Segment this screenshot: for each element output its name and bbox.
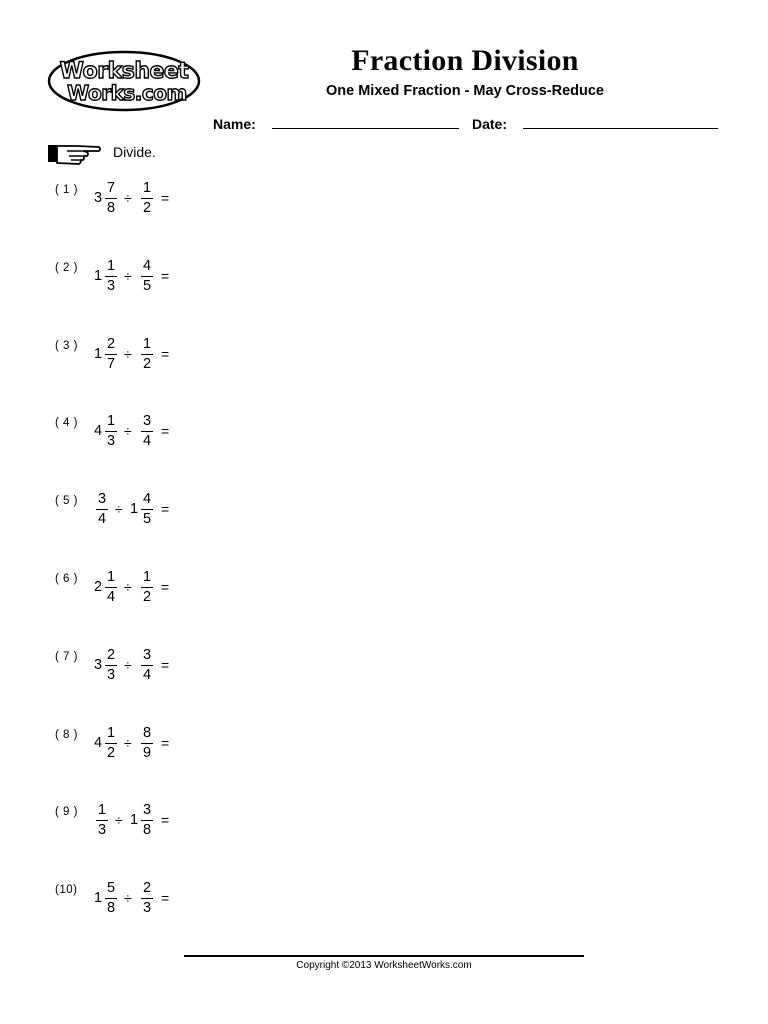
fraction [139,645,155,689]
denominator: 2 [142,589,152,605]
fraction [139,334,155,378]
equals-sign: = [161,890,170,907]
fraction [94,489,110,533]
fraction-bar [96,820,108,821]
numerator: 3 [142,802,152,819]
divide-sign: ÷ [124,190,132,206]
denominator: 4 [142,666,152,683]
fraction-bar [141,509,153,510]
whole-number: 4 [94,423,103,440]
problem-5 [0,489,400,539]
denominator: 3 [106,277,116,294]
equals-sign: = [161,267,170,284]
denominator: 2 [106,744,116,761]
divide-sign: ÷ [115,812,123,829]
equals-sign: = [161,734,170,751]
whole-number: 1 [130,812,139,829]
divide-sign: ÷ [124,579,132,595]
numerator: 7 [106,180,116,196]
whole-number: 1 [94,345,103,362]
fraction [94,800,110,844]
problem-4 [0,411,400,461]
fraction-bar [105,276,117,277]
denominator: 2 [142,200,152,216]
name-label: Name: [213,116,256,132]
worksheetworks-logo [47,50,202,114]
fraction-bar [141,354,153,355]
fraction-bar [141,587,153,588]
svg-text:Works.com: Works.com [67,81,187,105]
problem-number: ( 1 ) [55,184,78,196]
fraction-bar [105,354,117,355]
fraction-bar [141,431,153,432]
numerator: 8 [142,724,152,741]
whole-number: 3 [94,190,103,206]
pointing-hand-icon [47,140,102,166]
fraction-bar [105,898,117,899]
fraction [139,800,155,844]
problem-3 [0,334,400,384]
fraction [139,567,155,611]
numerator: 1 [106,413,116,430]
denominator: 5 [142,277,152,294]
denominator: 8 [106,200,116,216]
denominator: 7 [106,355,116,372]
problem-number: ( 2 ) [55,261,78,274]
whole-number: 4 [94,734,103,751]
fraction [103,256,119,300]
problem-9 [0,800,400,850]
problem-8 [0,723,400,773]
fraction [139,878,155,922]
numerator: 1 [142,180,152,196]
fraction [103,645,119,689]
denominator: 2 [142,355,152,372]
numerator: 4 [142,491,152,508]
fraction-bar [141,198,153,199]
equals-sign: = [161,423,170,440]
fraction [103,567,119,611]
denominator: 3 [97,822,107,839]
fraction-bar [141,665,153,666]
numerator: 2 [106,335,116,352]
denominator: 3 [106,666,116,683]
fraction-bar [105,743,117,744]
copyright-text: Copyright ©2013 WorksheetWorks.com [296,960,472,971]
worksheet-subtitle: One Mixed Fraction - May Cross-Reduce [326,83,604,99]
denominator: 3 [106,433,116,450]
denominator: 4 [142,433,152,450]
denominator: 4 [97,511,107,528]
fraction [103,411,119,455]
whole-number: 1 [130,501,139,518]
fraction [103,878,119,922]
divide-sign: ÷ [124,656,132,673]
numerator: 1 [106,724,116,741]
instructions-text: Divide. [113,144,156,160]
fraction [139,256,155,300]
numerator: 1 [97,802,107,819]
denominator: 3 [142,900,152,917]
fraction [103,334,119,378]
date-label: Date: [472,116,508,132]
equals-sign: = [161,579,170,595]
numerator: 4 [142,257,152,274]
problem-6 [0,567,400,617]
problem-1 [0,178,400,228]
equals-sign: = [161,812,170,829]
worksheet-title: Fraction Division [351,44,579,77]
name-line [272,128,459,129]
fraction [103,723,119,767]
numerator: 3 [97,491,107,508]
problem-number: ( 4 ) [55,417,78,430]
fraction-bar [96,509,108,510]
problem-number: (10) [55,884,78,897]
fraction-bar [105,665,117,666]
numerator: 2 [106,646,116,663]
divide-sign: ÷ [124,267,132,284]
fraction-bar [105,587,117,588]
equals-sign: = [161,190,170,206]
denominator: 4 [106,589,116,605]
equals-sign: = [161,345,170,362]
problem-number: ( 7 ) [55,650,78,663]
problem-7 [0,645,400,695]
denominator: 8 [142,822,152,839]
svg-text:Worksheet: Worksheet [59,59,189,84]
fraction [139,489,155,533]
numerator: 1 [142,569,152,585]
divide-sign: ÷ [115,501,123,518]
fraction-bar [141,743,153,744]
fraction [139,178,155,222]
equals-sign: = [161,656,170,673]
date-line [523,128,718,129]
problem-number: ( 5 ) [55,495,78,508]
numerator: 3 [142,646,152,663]
fraction-bar [141,820,153,821]
numerator: 1 [106,569,116,585]
whole-number: 2 [94,579,103,595]
divide-sign: ÷ [124,423,132,440]
fraction [103,178,119,222]
problem-10 [0,878,400,928]
denominator: 9 [142,744,152,761]
fraction-bar [105,198,117,199]
divide-sign: ÷ [124,734,132,751]
problem-2 [0,256,400,306]
problem-number: ( 6 ) [55,573,78,585]
fraction [139,723,155,767]
footer-rule [184,955,584,957]
numerator: 2 [142,880,152,897]
fraction-bar [141,898,153,899]
denominator: 8 [106,900,116,917]
equals-sign: = [161,501,170,518]
numerator: 3 [142,413,152,430]
denominator: 5 [142,511,152,528]
divide-sign: ÷ [124,890,132,907]
problem-number: ( 3 ) [55,339,78,352]
problem-number: ( 9 ) [55,806,78,819]
problem-number: ( 8 ) [55,728,78,741]
whole-number: 3 [94,656,103,673]
whole-number: 1 [94,267,103,284]
fraction-bar [141,276,153,277]
numerator: 5 [106,880,116,897]
divide-sign: ÷ [124,345,132,362]
numerator: 1 [106,257,116,274]
fraction-bar [105,431,117,432]
fraction [139,411,155,455]
numerator: 1 [142,335,152,352]
whole-number: 1 [94,890,103,907]
